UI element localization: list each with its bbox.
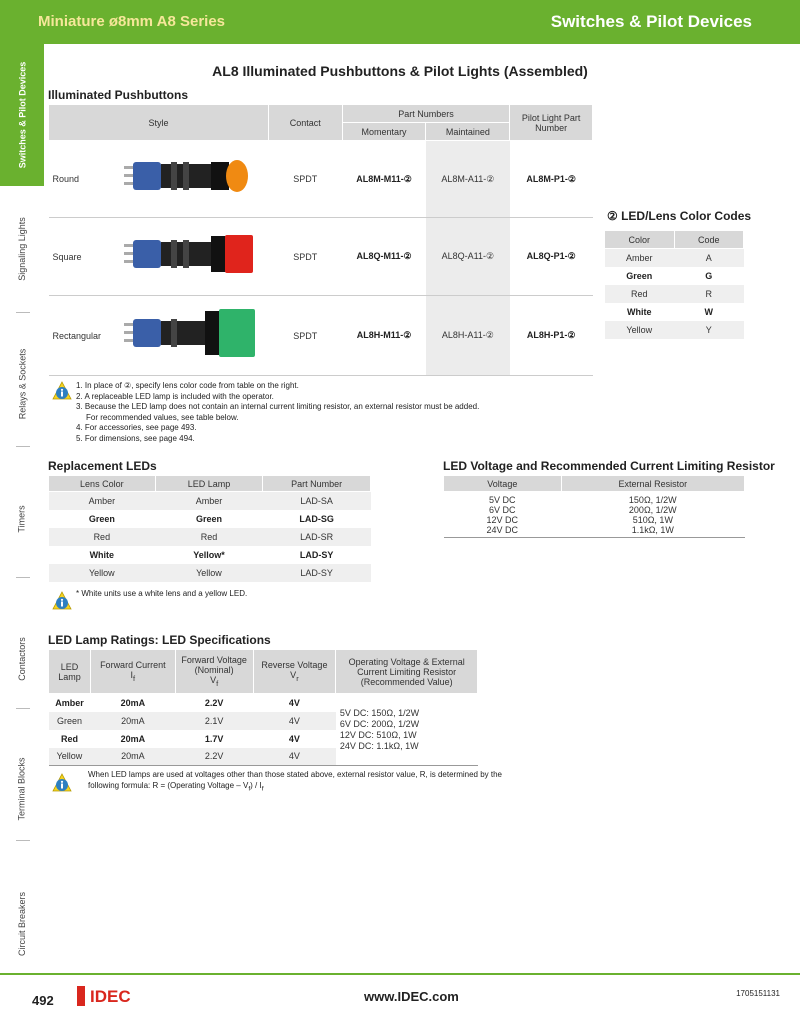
style-cell: Rectangular	[49, 296, 269, 376]
category-title: Switches & Pilot Devices	[550, 12, 752, 31]
side-tab-switches[interactable]: Switches & Pilot Devices	[0, 44, 44, 186]
pushbuttons-table	[48, 104, 593, 376]
table-row: Yellow Yellow LAD-SY	[49, 564, 371, 582]
side-separator	[16, 708, 30, 709]
operating-cell: 5V DC: 150Ω, 1/2W 6V DC: 200Ω, 1/2W 12V DC: 510Ω, 1W 24V DC: 1.1kΩ, 1W	[336, 694, 478, 766]
top-banner	[0, 0, 800, 44]
color-codes-table: Color Code Amber A Green G Red R White W Yellow Y	[604, 230, 744, 339]
info-icon	[52, 591, 72, 611]
table-row: Amber 20mA 2.2V 4V 5V DC: 150Ω, 1/2W 6V DC: 200Ω, 1/2W 12V DC: 510Ω, 1W 24V DC: 1.1kΩ, 1W	[49, 694, 478, 712]
header-style: Style	[49, 105, 269, 141]
table-row: Amber A	[605, 249, 744, 267]
table-row: Yellow Y	[605, 321, 744, 339]
round-lens	[226, 160, 248, 192]
table-row: Amber Amber LAD-SA	[49, 492, 371, 510]
side-tab-signaling[interactable]: Signaling Lights	[17, 217, 28, 281]
header-pilot-light: Pilot Light Part Number	[510, 105, 593, 141]
table-row: Red Red LAD-SR	[49, 528, 371, 546]
table-row: White W	[627, 306, 713, 317]
style-cell: Round	[49, 141, 269, 218]
table-row: Red R	[605, 285, 744, 303]
voltage-table: Voltage External Resistor 5V DC 150Ω, 1/2W 6V DC 200Ω, 1/2W 12V DC 510Ω, 1W 24V DC 1.1kΩ, 1W	[443, 475, 745, 538]
side-tab-contactors[interactable]: Contactors	[17, 637, 27, 681]
side-tab-circuit-breakers[interactable]: Circuit Breakers	[17, 891, 28, 957]
footer-divider	[0, 973, 800, 975]
idec-logo	[77, 986, 149, 1006]
info-icon	[52, 773, 72, 793]
side-separator	[16, 577, 30, 578]
website-link[interactable]: www.IDEC.com	[364, 989, 459, 1004]
voltage-title: LED Voltage and Recommended Current Limiting Resistor	[443, 459, 775, 473]
header-momentary: Momentary	[342, 123, 426, 141]
pushbutton-notes: 1. In place of ②, specify lens color code from table on the right. 2. A replaceable LED lamp is included with the operator. 3. Because the LED lamp does not contain an internal current limiting resistor, an external resistor must be added. For recommended values, see table below. 4. For accessories, see page 493. 5. For dimensions, see page 494.	[76, 381, 480, 443]
side-tab-timers[interactable]: Timers	[16, 505, 27, 533]
table-row: Yellow 20mA 2.2V 4V	[49, 748, 478, 766]
info-icon	[52, 381, 72, 401]
table-row: Round SPDT AL8M-M11-② AL8M-A11-② AL8M-P1-②	[49, 141, 593, 218]
side-separator	[16, 840, 30, 841]
svg-text:IDEC: IDEC	[90, 987, 131, 1006]
rectangular-lens	[219, 309, 255, 357]
replacement-table: Lens Color LED Lamp Part Number Amber Amber LAD-SA Green Green LAD-SG Red Red LAD-SR White Yellow* LAD-SY Yellow Yellow LAD-SY	[48, 475, 371, 582]
table-row: Square SPDT AL8Q-M11-② AL8Q-A11-② AL8Q-P1-②	[49, 218, 593, 296]
ratings-note: When LED lamps are used at voltages other than those stated above, external resistor value, R, is determined by the following formula: R = (Operating Voltage – $V_f) / I_f$	[88, 770, 503, 793]
table-row: White Yellow* LAD-SY	[89, 549, 334, 560]
side-tab-relays[interactable]: Relays & Sockets	[17, 348, 27, 420]
square-lens	[225, 235, 253, 273]
ratings-title: LED Lamp Ratings: LED Specifications	[48, 633, 271, 647]
table-row: Green Green LAD-SG	[88, 513, 334, 524]
pushbuttons-title: Illuminated Pushbuttons	[48, 88, 188, 102]
table-row: Rectangular SPDT AL8H-M11-② AL8H-A11-② AL8H-P1-②	[49, 296, 593, 376]
side-tab-terminal-blocks[interactable]: Terminal Blocks	[17, 757, 27, 821]
replacement-note: * White units use a white lens and a yellow LED.	[76, 589, 248, 598]
color-codes-title: ② LED/Lens Color Codes	[607, 209, 752, 223]
table-row: Green G	[626, 270, 713, 281]
main-title: AL8 Illuminated Pushbuttons & Pilot Lights (Assembled)	[212, 63, 588, 79]
square-pushbutton-photo	[119, 222, 259, 292]
side-tabs	[0, 44, 44, 974]
table-row: Red 20mA 1.7V 4V	[60, 733, 300, 744]
header-part-numbers: Part Numbers	[342, 105, 510, 123]
round-pushbutton-photo	[119, 144, 259, 214]
header-maintained: Maintained	[426, 123, 510, 141]
side-separator	[16, 312, 30, 313]
side-separator	[16, 446, 30, 447]
header-contact: Contact	[268, 105, 342, 141]
table-row: Green 20mA 2.1V 4V	[49, 712, 478, 730]
document-code: 1705151131	[736, 989, 780, 998]
series-title: Miniature ø8mm A8 Series	[38, 13, 226, 30]
page-number: 492	[32, 993, 54, 1008]
style-cell: Square	[49, 218, 269, 296]
rectangular-pushbutton-photo	[119, 301, 259, 371]
ratings-table: LED Lamp Forward Current $I_f$ Forward Voltage (Nominal) $V_f$ Reverse Voltage $V_r$ Operating Voltage & External Current Limiting Resistor (Recommended Value) Amber 20mA 2.2V 4V 5V DC: 150Ω, 1/2W 6V DC: 200Ω, 1/2W 12V DC: 510Ω, 1W 24V DC: 1.1kΩ, 1W Green 20mA 2.1V 4V Red 20mA 1.7V 4V Yellow 20mA 2.2V 4V	[48, 649, 478, 766]
replacement-title: Replacement LEDs	[48, 459, 157, 473]
